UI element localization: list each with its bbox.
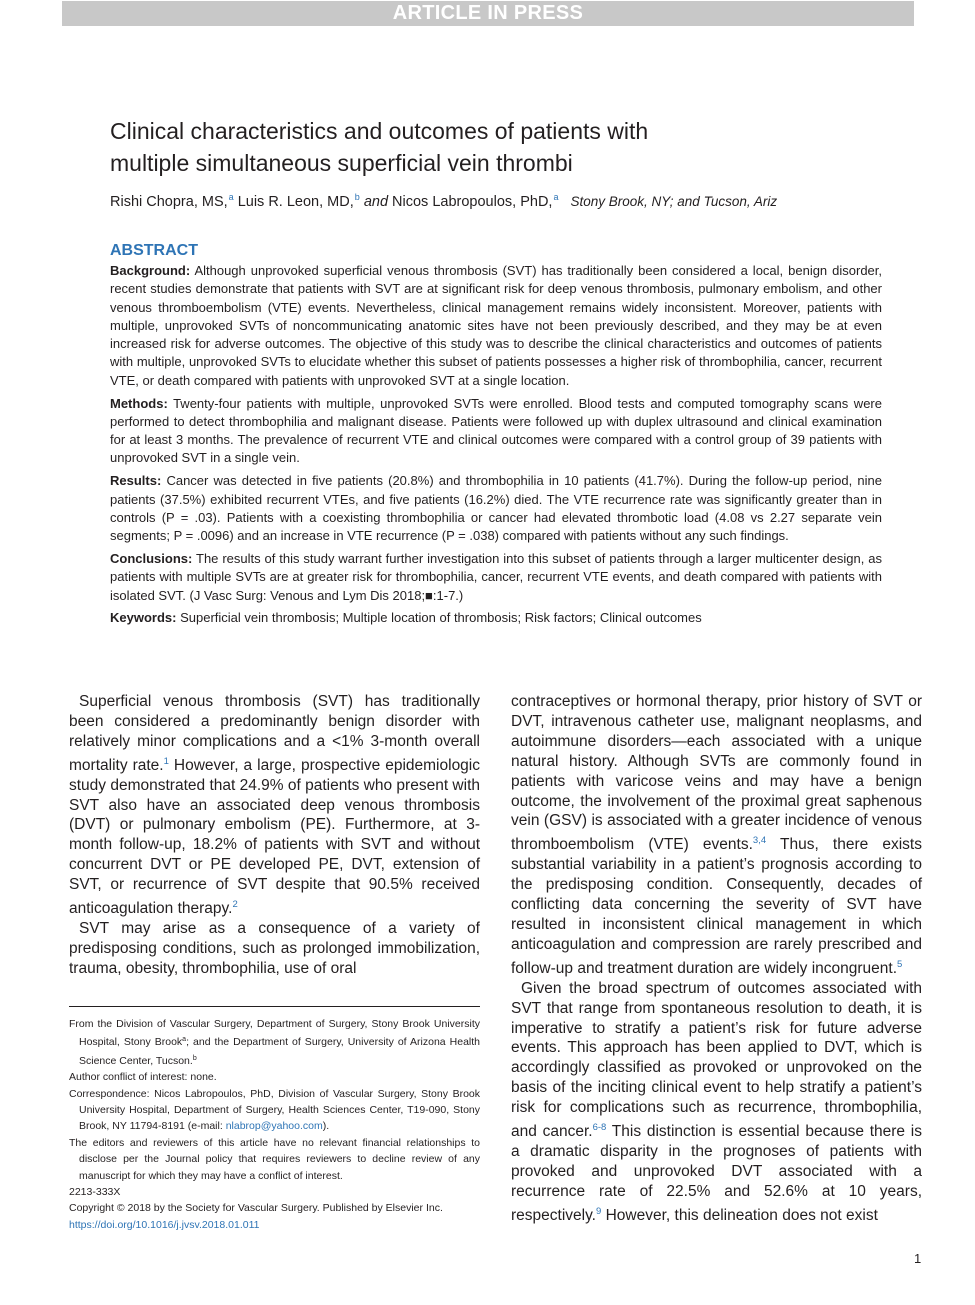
conclusions-text: The results of this study warrant further investigation into this subset of patients through a larger multicenter design, as patients with multiple SVTs are at greater risk for thrombophilia, cancer, recurrent VTE events, and death compared with patients with isolated SVT. (J Vasc Surg: Venous and Lym Dis 2018;■:1-7.) (110, 550, 882, 603)
title-line-2: multiple simultaneous superficial vein thrombi (110, 150, 573, 176)
body-paragraph (69, 919, 480, 979)
paragraph-text: SVT may arise as a consequence of a variety of predisposing conditions, such as prolonged immobilization, trauma, obesity, thrombophilia, use of oral (69, 919, 480, 977)
footnote-copyright: Copyright © 2018 by the Society for Vascular Surgery. Published by Elsevier Inc. (69, 1202, 443, 1215)
correspondence-text: ). (322, 1120, 330, 1133)
affiliation-marker[interactable]: a (228, 192, 234, 202)
abstract-keywords (110, 609, 882, 627)
affiliation-marker[interactable]: a (553, 192, 559, 202)
footnote-divider (69, 1006, 480, 1007)
article-title (110, 115, 890, 179)
citation-link[interactable]: 5 (897, 958, 903, 970)
author-list (110, 186, 910, 213)
keywords-text: Superficial vein thrombosis; Multiple location of thrombosis; Risk factors; Clinical outcomes (180, 610, 702, 626)
paragraph-text: However, this delineation does not exist (601, 1206, 878, 1224)
body-paragraph (511, 979, 922, 1226)
body-paragraph (511, 692, 922, 979)
citation-link[interactable]: 1 (163, 755, 169, 767)
paragraph-text: However, a large, prospective epidemiologic study demonstrated that 24.9% of patients who present with SVT also have an associated deep venous thrombosis (DVT) or pulmonary embolism (PE). Furthermore, at 3-month follow-up, 18.2% of patients with SVT and without concurrent DVT or PE developed PE, DVT, extension of SVT, or recurrence of SVT despite that 90.5% received anticoagulation therapy. (69, 756, 480, 918)
footnote-correspondence (69, 1086, 480, 1135)
paragraph-text: Superficial venous thrombosis (SVT) has traditionally been considered a predominantly benign disorder with relatively minor complications and a <1% 3-month overall mortality rate. (69, 693, 480, 774)
author-chopra: Rishi Chopra, MS, (110, 194, 228, 210)
author-labropoulos: Nicos Labropoulos, PhD, (392, 194, 553, 210)
footnote-issn: 2213-333X (69, 1186, 121, 1199)
results-label: Results: (110, 473, 162, 489)
results-text: Cancer was detected in five patients (20.8%) and thrombophilia in 10 patients (41.7%). During the follow-up period, nine patients (37.5%) exhibited recurrent VTEs, and five patients (16.2%) died. The VTE recurrence rate was significantly greater than in controls (P = .03). Patients with a coexisting thrombophilia or cancer had elevated thrombotic load (4.08 vs 2.27 separate vein segments; P = .0096) and an increase in VTE recurrence (P = .038) compared with patients without any such findings. (110, 473, 882, 544)
conclusions-label: Conclusions: (110, 550, 193, 566)
abstract-conclusions (110, 550, 882, 605)
author-conjunction: and (363, 194, 389, 210)
page-number: 1 (914, 1251, 922, 1266)
footnote-editors: The editors and reviewers of this article have no relevant financial relationships to disclose per the Journal policy that requires reviewers to decline review of any manuscript for which they may have a conflict of interest. (69, 1136, 480, 1182)
affiliation-marker[interactable]: b (354, 192, 360, 202)
methods-text: Twenty-four patients with multiple, unprovoked SVTs were enrolled. Blood tests and computed tomography scans were performed to detect thrombophilia and malignant disease. Patients were followed up with duplex ultrasound and clinical examination for at least 3 months. The prevalence of recurrent VTE and clinical outcomes were compared with a control group of 39 patients with unprovoked SVT in a single vein. (110, 395, 882, 466)
footnote-conflict: Author conflict of interest: none. (69, 1071, 217, 1084)
background-label: Background: (110, 263, 191, 278)
keywords-label: Keywords: (110, 610, 177, 626)
affiliation-text: From the Division of Vascular Surgery, Department of Surgery, Stony Brook University Hospital, Stony Brook (69, 1018, 480, 1049)
body-column-right (511, 692, 922, 1226)
abstract-background (110, 262, 882, 390)
paragraph-text: contraceptives or hormonal therapy, prior history of SVT or DVT, intravenous catheter use, malignant neoplasms, and autoimmune disorders—each associated with a unique natural history. Although SVTs are commonly found in patients with varicose veins and may have a benign outcome, the involvement of the proximal great saphenous vein (GSV) is associated with a greater incidence of venous thromboembolism (VTE) events. (511, 693, 922, 854)
author-leon: Luis R. Leon, MD, (237, 194, 354, 210)
abstract-results (110, 472, 882, 545)
abstract-section (110, 240, 882, 632)
doi-link[interactable]: https://doi.org/10.1016/j.jvsv.2018.01.011 (69, 1218, 260, 1231)
footnotes (69, 1016, 480, 1233)
background-text: Although unprovoked superficial venous thrombosis (SVT) has traditionally been considered a local, benign disorder, recent studies demonstrate that patients with SVT are at significant risk for deep venous thrombosis, pulmonary embolism, and other venous thromboembolism (VTE) events. Nevertheless, clinical management remains widely inconsistent. Moreover, patients with multiple, unprovoked SVTs of noncommunicating anatomic sites have not been previously described, and they may be at even increased risk for adverse outcomes. The objective of this study was to describe the clinical characteristics and outcomes of patients with multiple, unprovoked SVTs to elucidate whether this subset of patients possesses a higher risk of thrombophilia, cancer, recurrent VTE, or death compared with patients with unprovoked SVT at a single location. (110, 263, 882, 388)
methods-label: Methods: (110, 395, 168, 411)
body-column-left (69, 692, 480, 979)
citation-link[interactable]: 3,4 (752, 835, 767, 847)
affiliation-text: ; and the Department of Surgery, University of Arizona Health Science Center, Tucson. (79, 1036, 481, 1067)
article-in-press-banner: ARTICLE IN PRESS (62, 1, 914, 26)
citation-link[interactable]: 9 (596, 1205, 602, 1217)
abstract-heading: ABSTRACT (110, 242, 198, 259)
affiliation-marker: a (182, 1036, 187, 1044)
title-line-1: Clinical characteristics and outcomes of patients with (110, 118, 649, 144)
author-location: Stony Brook, NY; and Tucson, Ariz (570, 194, 778, 209)
correspondence-text: Correspondence: Nicos Labropoulos, PhD, Division of Vascular Surgery, Stony Brook University Hospital, Department of Surgery, Health Sciences Center, T19-090, Stony Brook, NY 11794-8191 (e-mail: (69, 1087, 480, 1133)
body-paragraph (69, 692, 480, 919)
footnote-affiliation (69, 1016, 480, 1069)
abstract-methods (110, 395, 882, 468)
paragraph-text: Thus, there exists substantial variability in a patient’s prognosis according to the predisposing condition. Consequently, decades of conflicting data concerning the severity of SVT have resulted in inconsistent clinical management in which anticoagulation and compression are rarely prescribed and follow-up and treatment duration are widely incongruent. (511, 836, 922, 977)
citation-link[interactable]: 6-8 (592, 1122, 607, 1134)
affiliation-marker: b (192, 1054, 197, 1062)
paragraph-text: This distinction is essential because there is a dramatic disparity in the prognoses of patients with provoked and unprovoked DVT associated with a recurrence rate of 22.5% and 52.6% at 10 years, respectively. (511, 1123, 922, 1224)
paragraph-text: Given the broad spectrum of outcomes associated with SVT that range from spontaneous resolution to death, it is imperative to stratify a patient’s risk for future adverse events. This approach has been applied to DVT, which is accordingly classified as provoked or unprovoked on the basis of the inciting clinical event to help stratify a patient’s risk for complications such as recurrence, thrombophilia, and cancer. (511, 979, 922, 1141)
email-link[interactable]: nlabrop@yahoo.com (225, 1120, 323, 1133)
citation-link[interactable]: 2 (232, 899, 238, 911)
